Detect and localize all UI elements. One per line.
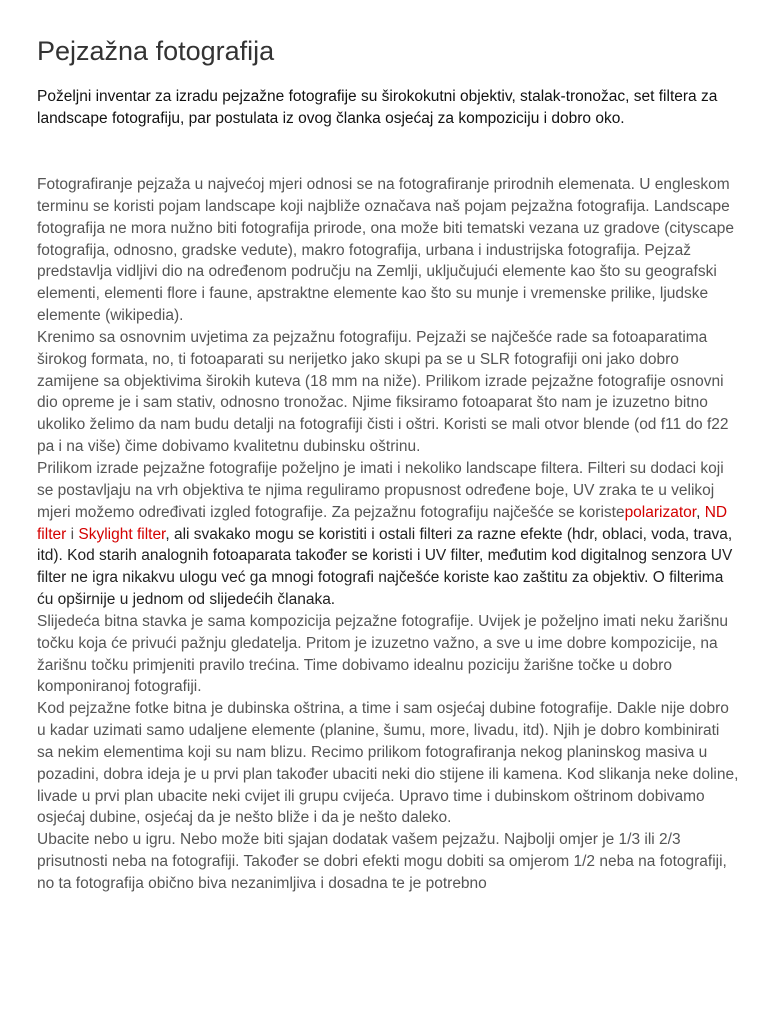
paragraph-equipment: Krenimo sa osnovnim uvjetima za pejzažnu fotografiju. Pejzaži se najčešće rade sa fotoaparatima širokog formata, no, ti fotoaparati su nerijetko jako skupi pa se u SLR fotografiji oni jako dobro zamijene sa objektivima širokih kuteva (18 mm na niže). Prilikom izrade pejzažne fotografije osnovni dio opreme je i sam stativ, odnosno tronožac. Njime fiksiramo fotoaparat što nam je izuzetno bitno ukoliko želimo da nam budu detalji na fotografiji čisti i oštri. Koristi se mali otvor blende (od f11 do f22 pa i na više) čime dobivamo kvalitetnu dubinsku oštrinu. bbox=[37, 328, 729, 456]
paragraph-sky: Ubacite nebo u igru. Nebo može biti sjajan dodatak vašem pejzažu. Najbolji omjer je 1/3 ili 2/3 prisutnosti neba na fotografiji. Također se dobri efekti mogu dobiti sa omjerom 1/2 neba na fotografiji, no ta fotografija obično biva nezanimljiva i dosadna te je potrebno bbox=[37, 831, 727, 892]
paragraph-composition: Slijedeća bitna stavka je sama kompozicija pejzažne fotografije. Uvijek je poželjno imati neku žarišnu točku koja će privući pažnju gledatelja. Pritom je izuzetno važno, a sve u ime dobre kompozicije, na žarišnu točku primjeniti pravilo trećina. Time dobivamo idealnu poziciju žarišne točke u dobro komponiranoj fotografiji. bbox=[37, 612, 728, 696]
intro-paragraph: Poželjni inventar za izradu pejzažne fotografije su širokokutni objektiv, stalak-tronožac, set filtera za landscape fotografiju, par postulata iz ovog članka osjećaj za kompoziciju i dobro oko. bbox=[37, 88, 718, 127]
paragraph-depth: Kod pejzažne fotke bitna je dubinska oštrina, a time i sam osjećaj dubine fotografije. Dakle nije dobro u kadar uzimati samo udaljene elemente (planine, šumu, more, livadu, itd). Njih je dobro kombinirati sa nekim elementima koji su nam blizu. Recimo prilikom fotografiranja nekog planinskog masiva u pozadini, dobra ideja je u prvi plan također ubaciti neki dio stijene ili kamena. Kod slikanja neke doline, livade u prvi plan ubacite neki cvijet ili grupu cvijeća. Upravo time i dubinskom oštrinom dobivamo osjećaj dubine, osjećaj da je nešto bliže i da je nešto daleko. bbox=[37, 700, 739, 827]
nd-filter-link[interactable]: ND filter bbox=[37, 503, 728, 543]
link-separator: i bbox=[66, 525, 79, 543]
paragraph-landscape-definition: Fotografiranje pejzaža u najvećoj mjeri odnosi se na fotografiranje prirodnih elemenata. U engleskom terminu se koristi pojam landscape koji najbliže označava naš pojam pejzažna fotografija. Landscape fotografija ne mora nužno biti fotografija prirode, ona može biti tematski vezana uz gradove (cityscape fotografija, odnosno, gradske vedute), makro fotografija, urbana i industrijska fotografija. Pejzaž predstavlja vidljivi dio na određenom području na Zemlji, uključujući elemente kao što su geografski elementi, elementi flore i faune, apstraktne elemente kao što su munje i vremenske prilike, ljudske elemente (wikipedia). bbox=[37, 176, 735, 325]
article-title: Pejzažna fotografija bbox=[37, 36, 275, 66]
polarizator-link[interactable]: polarizator bbox=[624, 503, 697, 521]
paragraph-filters bbox=[37, 458, 739, 611]
filters-text-end: , ali svakako mogu se koristiti i ostali filteri za razne efekte (hdr, oblaci, voda, trava, itd). Kod starih analognih fotoaparata također se koristi i UV filter, međutim kod digitalnog senzora UV filter ne igra nikakvu ulogu već ga mnogi fotografi najčešće koriste kao zaštitu za objektiv. O filterima ću opširnije u jednom od slijedećih članaka. bbox=[37, 525, 733, 609]
article-body bbox=[37, 174, 739, 895]
link-separator: , bbox=[696, 503, 705, 521]
filters-text-start: Prilikom izrade pejzažne fotografije poželjno je imati i nekoliko landscape filtera. Filteri su dodaci koji se postavljaju na vrh objektiva te njima reguliramo propusnost određene boje, UV zraka te u velikoj mjeri možemo određivati izgled fotografije. Za pejzažnu fotografiju najčešće se koriste bbox=[37, 459, 724, 521]
skylight-filter-link[interactable]: Skylight filter bbox=[78, 525, 166, 543]
